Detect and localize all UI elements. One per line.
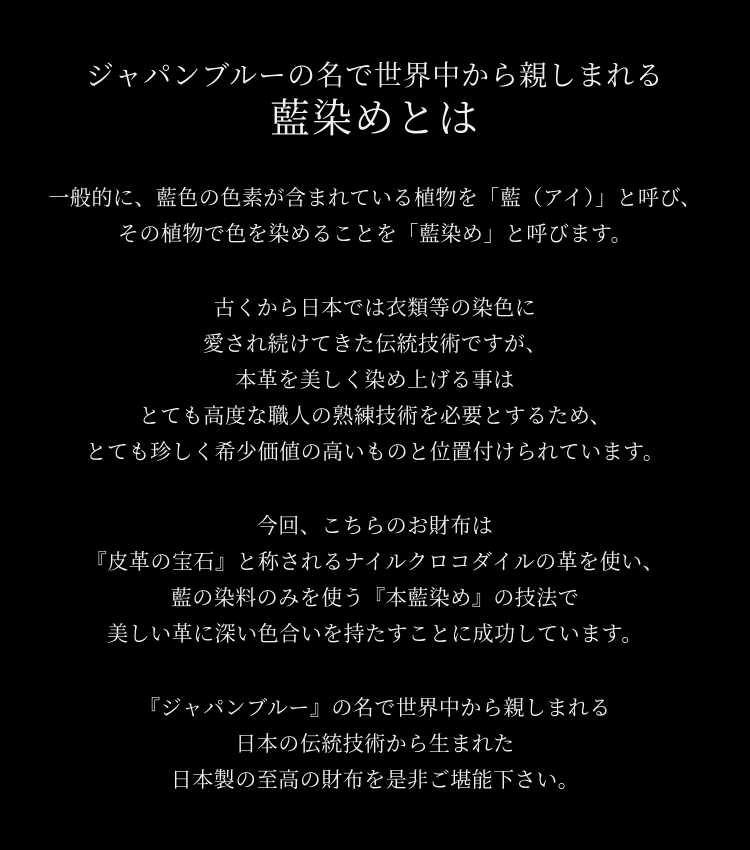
text-line: 愛され続けてきた伝統技術ですが、 bbox=[203, 332, 547, 356]
text-line: 今回、こちらのお財布は bbox=[256, 514, 494, 538]
paragraph-closing bbox=[0, 690, 750, 798]
header-subtitle: ジャパンブルーの名で世界中から親しまれる bbox=[85, 59, 665, 92]
page-title: 藍染めとは bbox=[270, 96, 480, 142]
text-line: 『ジャパンブルー』の名で世界中から親しまれる bbox=[139, 696, 611, 720]
text-line: 日本製の至高の財布を是非ご堪能下さい。 bbox=[170, 768, 580, 792]
text-line: 本革を美しく染め上げる事は bbox=[235, 368, 515, 392]
paragraph-tradition bbox=[0, 290, 750, 470]
body-text bbox=[0, 180, 750, 798]
text-line: 『皮革の宝石』と称されるナイルクロコダイルの革を使い、 bbox=[85, 550, 665, 574]
section-header bbox=[0, 56, 750, 142]
text-line: 一般的に、藍色の色素が含まれている植物を「藍（アイ）」と呼び、 bbox=[48, 186, 702, 210]
text-line: とても珍しく希少価値の高いものと位置付けられています。 bbox=[85, 440, 665, 464]
paragraph-indigo-definition bbox=[0, 180, 750, 252]
text-line: 日本の伝統技術から生まれた bbox=[235, 732, 515, 756]
text-line: その植物で色を染めることを「藍染め」と呼びます。 bbox=[117, 222, 633, 246]
paragraph-wallet-material bbox=[0, 508, 750, 652]
text-line: 古くから日本では衣類等の染色に bbox=[213, 296, 537, 320]
text-line: とても高度な職人の熟練技術を必要とするため、 bbox=[138, 404, 612, 428]
text-line: 美しい革に深い色合いを持たすことに成功しています。 bbox=[107, 622, 643, 646]
text-line: 藍の染料のみを使う『本藍染め』の技法で bbox=[170, 586, 580, 610]
